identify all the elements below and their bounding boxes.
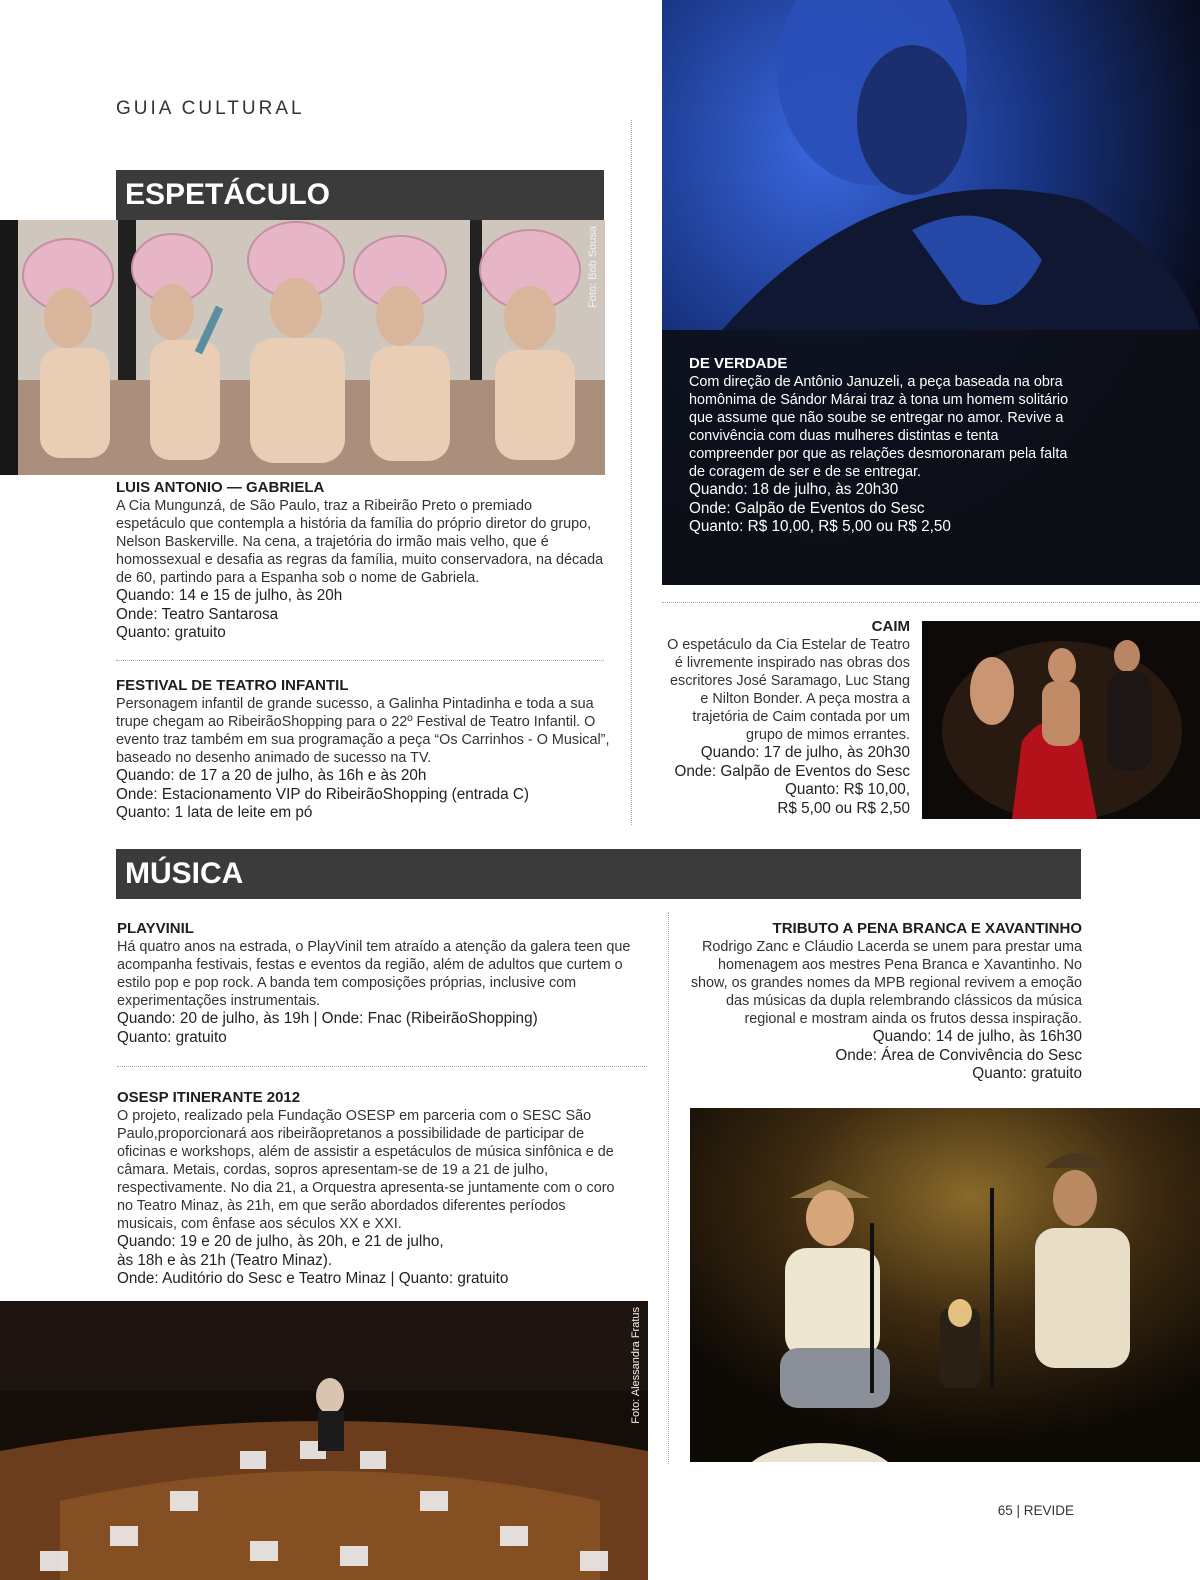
event-where: Onde: Área de Convivência do Sesc: [835, 1046, 1082, 1064]
article-title: LUIS ANTONIO — GABRIELA: [116, 479, 325, 496]
article-title: OSESP ITINERANTE 2012: [117, 1089, 301, 1106]
article-osesp: [117, 1088, 629, 1289]
article-body: Rodrigo Zanc e Cláudio Lacerda se unem para prestar uma homenagem aos mestres Pena Branca e Xavantinho. No show, os grandes nomes da MPB regional revivem a emoção das músicas da dupla relembrando clássicos da música regional e mostram ainda os frutos dessa inspiração.: [690, 939, 1082, 1027]
article-divider: [662, 602, 1200, 603]
event-when: Quando: 14 e 15 de julho, às 20h: [116, 587, 343, 604]
section-title-musica: MÚSICA: [116, 849, 1081, 899]
event-when: Quando: 18 de julho, às 20h30: [689, 481, 899, 498]
event-when: Quando: 17 de julho, às 20h30: [700, 744, 910, 761]
event-where: Onde: Estacionamento VIP do RibeirãoShopping (entrada C): [116, 785, 529, 803]
event-price: Quanto: gratuito: [972, 1065, 1082, 1082]
section-title-espetaculo: ESPETÁCULO: [116, 170, 604, 220]
event-when: às 18h e às 21h (Teatro Minaz).: [117, 1251, 333, 1269]
article-luis-antonio: [116, 478, 604, 643]
event-when: Quando: 19 e 20 de julho, às 20h, e 21 de julho,: [117, 1233, 444, 1250]
event-price: Quanto: R$ 10,00, R$ 5,00 ou R$ 2,50: [689, 518, 951, 535]
article-divider: [116, 660, 604, 661]
event-price: Quanto: 1 lata de leite em pó: [116, 804, 313, 821]
article-body: Com direção de Antônio Januzeli, a peça baseada na obra homônima de Sándor Márai traz à tona um homem solitário que assume que não soube se entregar no amor. Revive a convivência com duas mulheres distintas e tenta compreender por que as relações desmoronaram pela falta de coragem de ser e de se entregar.: [689, 374, 1069, 480]
article-caim: [660, 617, 910, 818]
event-when-where: Quando: 20 de julho, às 19h | Onde: Fnac (RibeirãoShopping): [117, 1010, 538, 1027]
event-where: Onde: Teatro Santarosa: [116, 605, 279, 623]
article-title: CAIM: [871, 618, 910, 635]
article-body: O projeto, realizado pela Fundação OSESP em parceria com o SESC São Paulo,proporcionará aos ribeirãopretanos a possibilidade de participar de oficinas e workshops, além de assistir a espetáculos de música sinfônica e de câmara. Metais, cordas, sopros apresentam-se de 19 a 21 de julho, respectivamente. No dia 21, a Orquestra apresenta-se juntamente com o coro no Teatro Minaz, às 21h, em que serão abordados diferentes períodos musicais, com ênfase aos séculos XX e XXI.: [117, 1108, 615, 1232]
photo-credit: Foto: Alessandra Fratus: [630, 1307, 642, 1424]
event-price: Quanto: R$ 10,00,: [784, 781, 910, 798]
article-title: FESTIVAL DE TEATRO INFANTIL: [116, 677, 349, 694]
event-price: R$ 5,00 ou R$ 2,50: [777, 799, 910, 817]
article-title: DE VERDADE: [689, 355, 788, 372]
event-when: Quando: de 17 a 20 de julho, às 16h e às 20h: [116, 767, 427, 784]
article-body: Há quatro anos na estrada, o PlayVinil tem atraído a atenção da galera teen que acompanha festivais, festas e eventos da região, além de adultos que curtem o estilo pop e pop rock. A banda tem composições próprias, inclusive com experimentações instrumentais.: [117, 939, 631, 1009]
article-festival-teatro: [116, 676, 616, 823]
photo-caim: [922, 621, 1200, 819]
section-label: GUIA CULTURAL: [116, 98, 305, 119]
column-divider: [668, 912, 669, 1464]
article-title: TRIBUTO A PENA BRANCA E XAVANTINHO: [772, 920, 1082, 937]
article-title: PLAYVINIL: [117, 920, 194, 937]
event-price: Quanto: gratuito: [116, 624, 226, 641]
article-tributo: [690, 919, 1082, 1084]
page-footer: 65 | REVIDE: [997, 1503, 1074, 1518]
article-de-verdade: [689, 354, 1069, 537]
article-body: O espetáculo da Cia Estelar de Teatro é livremente inspirado nas obras dos escritores José Saramago, Luc Stang e Nilton Bonder. A peça mostra a trajetória de Caim contada por um grupo de mimos errantes.: [667, 637, 910, 743]
article-body: Personagem infantil de grande sucesso, a Galinha Pintadinha e toda a sua trupe chegam ao RibeirãoShopping para o 22º Festival de Teatro Infantil. O evento traz também em sua programação a peça “Os Carrinhos - O Musical”, baseado no desenho animado de sucesso na TV.: [116, 696, 610, 766]
photo-tributo-musicians: [690, 1108, 1200, 1462]
event-where: Onde: Galpão de Eventos do Sesc: [674, 762, 910, 780]
column-divider: [631, 120, 632, 825]
photo-osesp-orchestra: [0, 1301, 648, 1580]
photo-credit: Foto: Bob Sousa: [587, 226, 599, 308]
photo-gabriela: [0, 220, 605, 475]
event-where-price: Onde: Auditório do Sesc e Teatro Minaz | Quanto: gratuito: [117, 1270, 509, 1287]
event-where: Onde: Galpão de Eventos do Sesc: [689, 499, 925, 517]
event-price: Quanto: gratuito: [117, 1028, 227, 1046]
article-body: A Cia Mungunzá, de São Paulo, traz a Ribeirão Preto o premiado espetáculo que contempla a história da família do próprio diretor do grupo, Nelson Baskerville. Na cena, a trajetória do irmão mais velho, que é homossexual e desafia as regras da família, muito conservadora, na década de 60, partindo para a Espanha sob o nome de Gabriela.: [116, 498, 604, 586]
article-divider: [117, 1066, 647, 1067]
article-playvinil: [117, 919, 647, 1047]
event-when: Quando: 14 de julho, às 16h30: [872, 1028, 1082, 1045]
